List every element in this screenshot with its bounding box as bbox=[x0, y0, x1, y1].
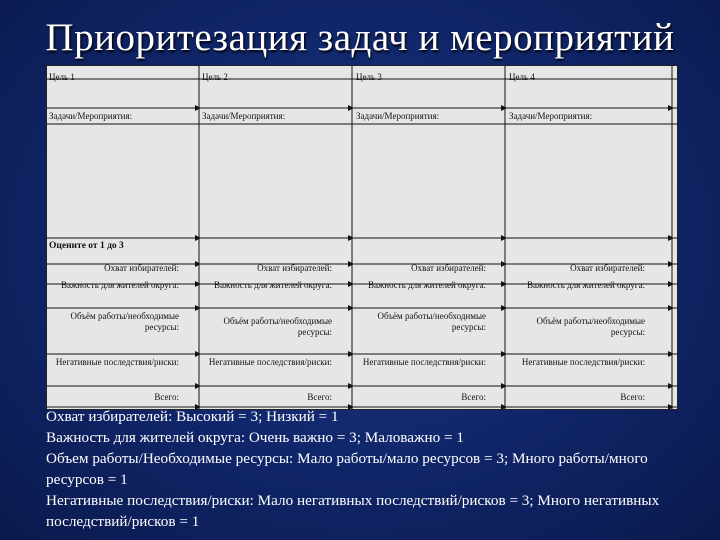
goal-1-tasks-label: Задачи/Мероприятия: bbox=[49, 111, 133, 121]
legend-line-importance: Важность для жителей округа: Очень важно = 3; Маловажно = 1 bbox=[46, 429, 464, 446]
goal-2-workload-label: Объём работы/необходимые ресурсы: bbox=[223, 316, 332, 337]
legend-line-voters: Охват избирателей: Высокий = 3; Низкий = 1 bbox=[46, 408, 339, 425]
goal-4-tasks-label: Задачи/Мероприятия: bbox=[509, 111, 593, 121]
goal-1-total-label: Всего: bbox=[154, 392, 179, 402]
scoring-legend bbox=[46, 406, 686, 532]
legend-line-risks: Негативные последствия/риски: Мало негативных последствий/рисков = 3; Много негативных последствий/рисков = 1 bbox=[46, 492, 660, 530]
goal-3-risks-label: Негативные последствия/риски: bbox=[362, 357, 486, 367]
goal-4-voters-label: Охват избирателей: bbox=[570, 263, 645, 273]
goal-2-voters-label: Охват избирателей: bbox=[257, 263, 332, 273]
goal-3-workload-label: Объём работы/необходимые ресурсы: bbox=[377, 311, 486, 332]
goal-1-workload-label: Объём работы/необходимые ресурсы: bbox=[70, 311, 179, 332]
goal-4-risks-label: Негативные последствия/риски: bbox=[521, 357, 645, 367]
goal-1-risks-label: Негативные последствия/риски: bbox=[55, 357, 179, 367]
goal-3-importance-label: Важность для жителей округа: bbox=[368, 280, 486, 290]
goal-3-header: Цель 3 bbox=[356, 72, 382, 82]
prioritization-table bbox=[46, 65, 678, 410]
goal-2-importance-label: Важность для жителей округа: bbox=[214, 280, 332, 290]
goal-3-tasks-label: Задачи/Мероприятия: bbox=[356, 111, 440, 121]
goal-4-importance-label: Важность для жителей округа: bbox=[527, 280, 645, 290]
goal-2-total-label: Всего: bbox=[307, 392, 332, 402]
goal-3-voters-label: Охват избирателей: bbox=[411, 263, 486, 273]
goal-2-tasks-label: Задачи/Мероприятия: bbox=[202, 111, 286, 121]
goal-4-header: Цель 4 bbox=[509, 72, 535, 82]
goal-1-importance-label: Важность для жителей округа: bbox=[61, 280, 179, 290]
goal-1-voters-label: Охват избирателей: bbox=[104, 263, 179, 273]
goal-4-workload-label: Объём работы/необходимые ресурсы: bbox=[536, 316, 645, 337]
slide-title: Приоритезация задач и мероприятий bbox=[45, 16, 675, 59]
goal-2-risks-label: Негативные последствия/риски: bbox=[208, 357, 332, 367]
goal-1-header: Цель 1 bbox=[49, 72, 75, 82]
goal-4-total-label: Всего: bbox=[620, 392, 645, 402]
rating-scale-label: Оцените от 1 до 3 bbox=[49, 241, 124, 251]
goal-3-total-label: Всего: bbox=[461, 392, 486, 402]
goal-2-header: Цель 2 bbox=[202, 72, 228, 82]
legend-line-workload: Объем работы/Необходимые ресурсы: Мало работы/мало ресурсов = 3; Много работы/много ресурсов = 1 bbox=[46, 450, 648, 488]
